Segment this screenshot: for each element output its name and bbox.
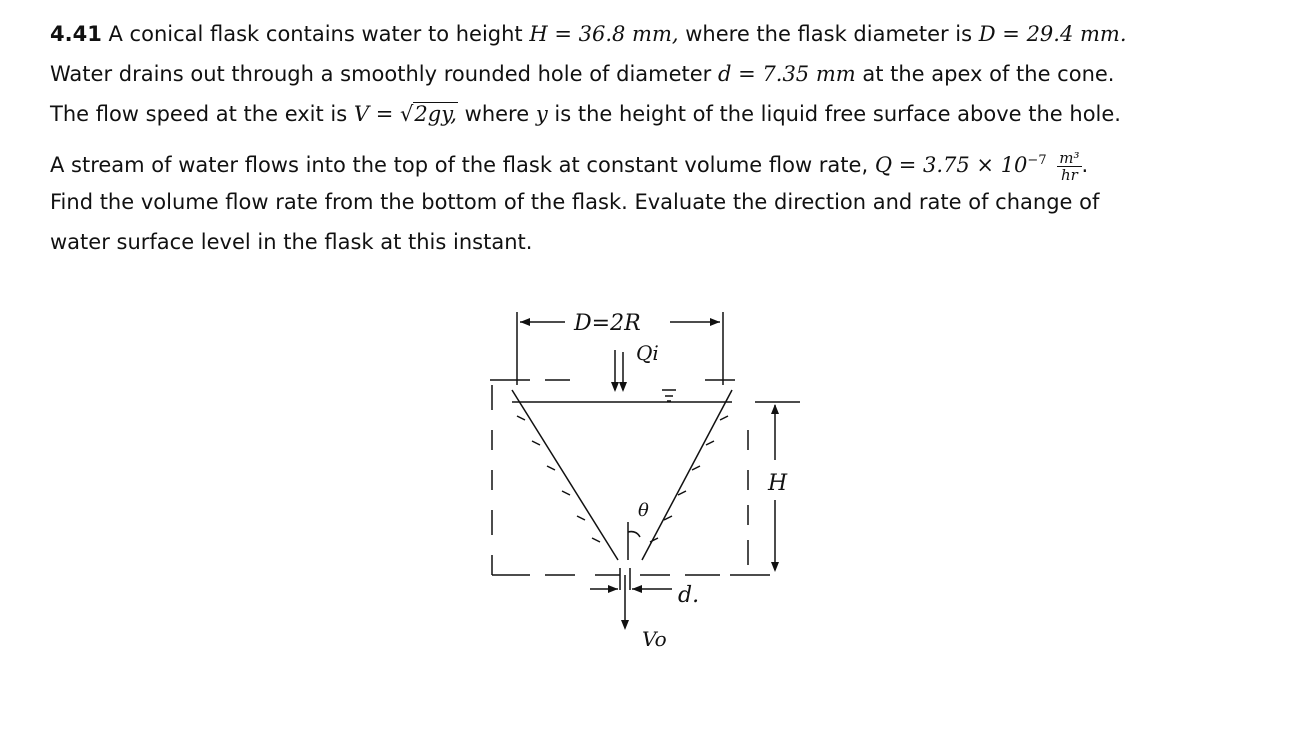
text-segment: where the flask diameter is [685,22,973,46]
text-segment: at the apex of the cone. [862,62,1115,86]
text-segment: Water drains out through a smoothly rounded hole of diameter [50,62,712,86]
flow-rate-exponent: −7 [1027,153,1047,168]
unit-numerator: m³ [1059,148,1080,167]
label-h: H [768,471,788,496]
problem-statement [50,14,1240,262]
left-wall-hatching [517,416,600,542]
flow-rate-value: Q = 3.75 × 10 [874,153,1028,177]
problem-line-6: water surface level in the flask at this instant. [50,230,533,254]
diameter-value: D = 29.4 mm. [978,22,1127,46]
sqrt-sign: √ [400,102,414,126]
y-symbol: y [535,102,548,126]
label-qi: Qi [636,341,659,365]
flow-rate-unit [1057,150,1081,183]
text-segment: . [1081,153,1089,177]
text-segment: where [464,102,530,126]
problem-line-1 [50,14,1240,54]
text-segment: is the height of the liquid free surface above the hole. [554,102,1121,126]
theta-arc [628,532,640,537]
free-surface-symbol [662,390,676,401]
label-d-2r: D=2R [574,311,641,336]
problem-number: 4.41 [50,22,102,46]
unit-denominator: hr [1060,165,1078,184]
hole-diameter-value: d = 7.35 mm [718,62,856,86]
label-vo: Vo [642,627,667,651]
text-segment: The flow speed at the exit is [50,102,348,126]
cone-right-wall [642,390,732,560]
sqrt-expression: 2gy, [414,102,457,126]
problem-line-5: Find the volume flow rate from the bottom of the flask. Evaluate the direction and rate of change of [50,190,1100,214]
height-value: H = 36.8 mm, [529,22,679,46]
label-hole-d: d. [678,583,700,608]
cone-left-wall [512,390,618,560]
label-theta: θ [638,500,649,521]
problem-line-3 [50,94,1240,134]
text-segment: A stream of water flows into the top of the flask at constant volume flow rate, [50,153,869,177]
conical-flask-figure [470,290,810,670]
problem-line-4 [50,134,1240,188]
problem-line-2 [50,54,1240,94]
text-segment: A conical flask contains water to height [108,22,523,46]
velocity-symbol: V = [353,102,394,126]
